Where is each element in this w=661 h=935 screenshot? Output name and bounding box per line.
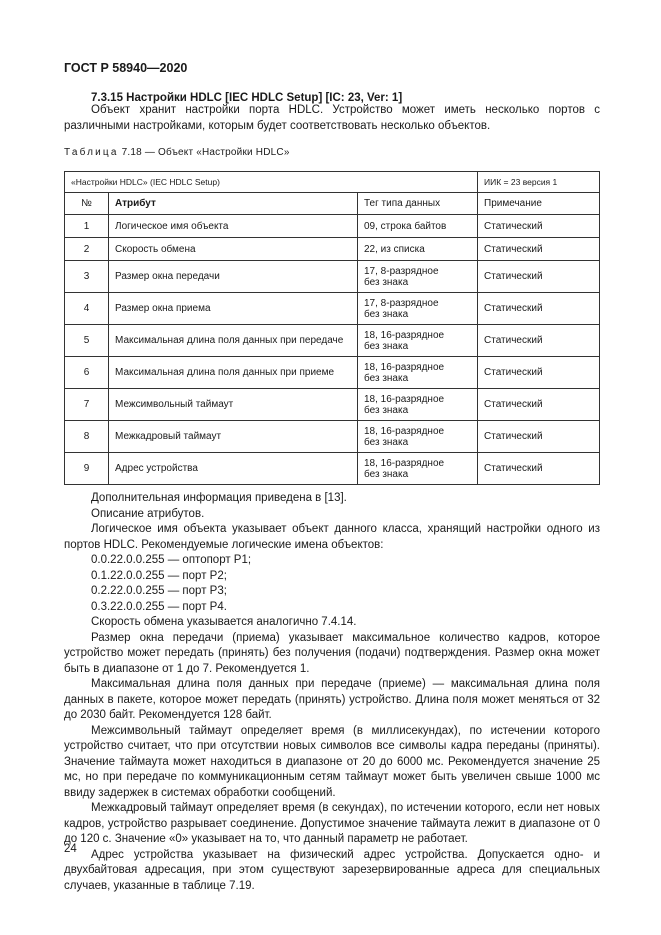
row-number: 8	[65, 421, 109, 453]
paragraph-device-address: Адрес устройства указывает на физический адрес устройства. Допускается одно- и двухбайтовая адресация, при этом существуют зарезервированные адреса для специальных случаев, указанные в таблице 7.19.	[64, 848, 600, 892]
row-data-type-line2: без знака	[364, 276, 409, 288]
row-note: Статический	[478, 261, 600, 293]
column-header-data-type: Тег типа данных	[358, 193, 478, 215]
row-data-type-line1: 18, 16-разрядное	[364, 425, 445, 437]
table-row	[65, 293, 600, 325]
table-row	[65, 325, 600, 357]
row-attribute: Адрес устройства	[109, 453, 358, 485]
row-data-type-line2: без знака	[364, 404, 409, 416]
table-row	[65, 357, 600, 389]
row-data-type-line1: 18, 16-разрядное	[364, 329, 445, 341]
column-header-note: Примечание	[478, 193, 600, 215]
row-attribute: Межсимвольный таймаут	[109, 389, 358, 421]
list-item-port-p2: 0.1.22.0.0.255 — порт P2;	[91, 569, 227, 582]
attribute-description	[64, 491, 600, 894]
row-note: Статический	[478, 421, 600, 453]
row-note: Статический	[478, 389, 600, 421]
intro-paragraph: Объект хранит настройки порта HDLC. Устройство может иметь несколько портов с различными настройками, которым будет соответствовать несколько объектов.	[64, 104, 600, 132]
row-data-type-line1: 17, 8-разрядное	[364, 265, 439, 277]
row-data-type	[358, 421, 478, 453]
table-row	[65, 261, 600, 293]
row-data-type	[358, 293, 478, 325]
paragraph-inactivity-timeout: Межкадровый таймаут определяет время (в секундах), по истечении которого, если нет новых кадров, устройство разрывает соединение. Допустимое значение таймаута лежит в диапазоне от 0 до 120 с. Значение «0» указывает на то, что данный параметр не работает.	[64, 802, 600, 845]
row-data-type	[358, 389, 478, 421]
row-data-type-line1: 18, 16-разрядное	[364, 361, 445, 373]
table-column-header-row	[65, 193, 600, 215]
table-row	[65, 421, 600, 453]
column-header-attribute: Атрибут	[109, 193, 358, 215]
table-row	[65, 389, 600, 421]
table-caption-text: 7.18 — Объект «Настройки HDLC»	[118, 147, 290, 158]
row-data-type	[358, 261, 478, 293]
row-data-type-line1: 18, 16-разрядное	[364, 393, 445, 405]
row-attribute: Логическое имя объекта	[109, 215, 358, 238]
paragraph-additional-info: Дополнительная информация приведена в [13].	[91, 492, 347, 504]
table-caption	[64, 147, 290, 158]
list-item-port-p3: 0.2.22.0.0.255 — порт P3;	[91, 585, 227, 597]
row-data-type	[358, 325, 478, 357]
row-number: 2	[65, 238, 109, 261]
row-note: Статический	[478, 238, 600, 261]
row-data-type	[358, 357, 478, 389]
row-data-type: 09, строка байтов	[358, 215, 478, 238]
row-note: Статический	[478, 325, 600, 357]
paragraph-window-size: Размер окна передачи (приема) указывает максимальное количество кадров, которое устройство может передать (принять) без получения (подачи) подтверждения. Размер окна может быть в диапазоне от 1 до 7. Рекомендуется 1.	[64, 631, 600, 675]
row-data-type-line1: 17, 8-разрядное	[364, 297, 439, 309]
row-attribute: Межкадровый таймаут	[109, 421, 358, 453]
row-number: 4	[65, 293, 109, 325]
hdlc-attributes-table	[64, 171, 600, 485]
page-number: 24	[64, 843, 77, 855]
table-row	[65, 238, 600, 261]
row-attribute: Максимальная длина поля данных при приеме	[109, 357, 358, 389]
row-data-type-line2: без знака	[364, 468, 409, 480]
row-note: Статический	[478, 215, 600, 238]
row-attribute: Размер окна передачи	[109, 261, 358, 293]
paragraph-baud-rate: Скорость обмена указывается аналогично 7.4.14.	[91, 616, 357, 628]
paragraph-inter-char-timeout: Межсимвольный таймаут определяет время (в миллисекундах), по истечении которого устройство считает, что при отсутствии новых символов все символы кадра переданы (приняты). Значение таймаута может находиться в диапазоне от 20 до 6000 мс. Рекомендуется значение 25 мс, но при передаче по коммуникационным сетям таймаут может быть увеличен свыше 1000 мс ввиду задержек в системах обработки сообщений.	[64, 724, 600, 799]
table-row	[65, 215, 600, 238]
section-title: 7.3.15 Настройки HDLC [IEC HDLC Setup] [IC: 23, Ver: 1]	[91, 92, 403, 104]
table-caption-prefix: Таблица	[64, 147, 119, 158]
row-data-type-line2: без знака	[364, 436, 409, 448]
column-header-number: №	[65, 193, 109, 215]
paragraph-logical-name: Логическое имя объекта указывает объект данного класса, хранящий настройки одного из портов HDLC. Рекомендуемые логические имена объектов:	[64, 523, 600, 551]
row-number: 5	[65, 325, 109, 357]
table-class-header-row	[65, 172, 600, 193]
row-attribute: Размер окна приема	[109, 293, 358, 325]
list-item-port-p4: 0.3.22.0.0.255 — порт P4.	[91, 600, 227, 613]
table-class-id: ИИК = 23 версия 1	[478, 172, 600, 193]
paragraph-max-info-length: Максимальная длина поля данных при передаче (приеме) — максимальная длина поля данных в пакете, которое может передать (принять) устройство. Длина поля может меняться от 32 до 2030 байт. Рекомендуется 128 байт.	[64, 678, 600, 721]
row-attribute: Скорость обмена	[109, 238, 358, 261]
row-number: 7	[65, 389, 109, 421]
row-note: Статический	[478, 357, 600, 389]
row-number: 3	[65, 261, 109, 293]
document-header: ГОСТ Р 58940—2020	[64, 61, 188, 75]
table-class-name: «Настройки HDLC» (IEC HDLC Setup)	[65, 172, 478, 193]
row-note: Статический	[478, 293, 600, 325]
paragraph-attributes-heading: Описание атрибутов.	[91, 507, 205, 520]
row-note: Статический	[478, 453, 600, 485]
row-data-type-line2: без знака	[364, 372, 409, 384]
row-data-type	[358, 453, 478, 485]
list-item-port-p1: 0.0.22.0.0.255 — оптопорт P1;	[91, 554, 252, 566]
row-data-type-line1: 18, 16-разрядное	[364, 457, 445, 469]
row-data-type: 22, из списка	[358, 238, 478, 261]
table-row	[65, 453, 600, 485]
row-attribute: Максимальная длина поля данных при передаче	[109, 325, 358, 357]
row-number: 9	[65, 453, 109, 485]
row-number: 6	[65, 357, 109, 389]
row-data-type-line2: без знака	[364, 308, 409, 320]
row-number: 1	[65, 215, 109, 238]
row-data-type-line2: без знака	[364, 340, 409, 352]
